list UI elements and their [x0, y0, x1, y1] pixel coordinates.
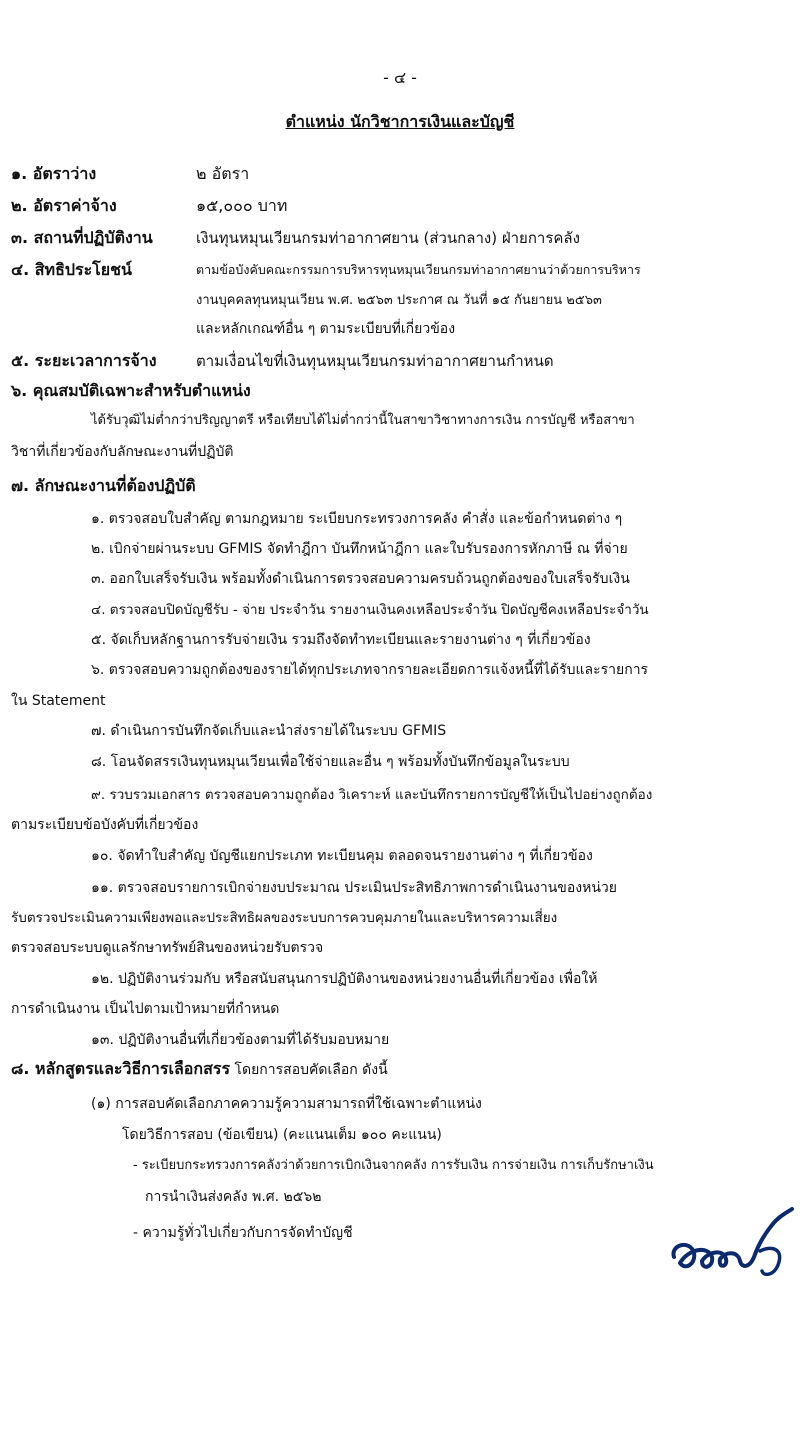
section-5-label: ๕. ระยะเวลาการจ้าง: [11, 351, 157, 370]
duty-6-cont: ใน Statement: [11, 693, 106, 709]
signature-image: [668, 1205, 800, 1285]
exam-topic-1-cont: การนำเงินส่งคลัง พ.ศ. ๒๕๖๒: [145, 1189, 322, 1205]
exam-topic-2: - ความรู้ทั่วไปเกี่ยวกับการจัดทำบัญชี: [133, 1225, 353, 1241]
section-4-line-1: ตามข้อบังคับคณะกรรมการบริหารทุนหมุนเวียนกรมท่าอากาศยานว่าด้วยการบริหาร: [196, 262, 641, 277]
section-6-line-1: ได้รับวุฒิไม่ต่ำกว่าปริญญาตรี หรือเทียบได้ไม่ต่ำกว่านี้ในสาขาวิชาทางการเงิน การบัญชี หรือสาขา: [91, 413, 635, 428]
duty-9-cont: ตามระเบียบข้อบังคับที่เกี่ยวข้อง: [11, 817, 199, 833]
duty-6: ๖. ตรวจสอบความถูกต้องของรายได้ทุกประเภทจากรายละเอียดการแจ้งหนี้ที่ได้รับและรายการ: [91, 662, 649, 678]
section-1-label: ๑. อัตราว่าง: [11, 164, 97, 183]
section-3-label: ๓. สถานที่ปฏิบัติงาน: [11, 228, 153, 247]
duty-1: ๑. ตรวจสอบใบสำคัญ ตามกฎหมาย ระเบียบกระทรวงการคลัง คำสั่ง และข้อกำหนดต่าง ๆ: [91, 511, 623, 527]
page-number: - ๔ -: [383, 68, 417, 87]
duty-12: ๑๒. ปฏิบัติงานร่วมกับ หรือสนับสนุนการปฏิบัติงานของหน่วยงานอื่นที่เกี่ยวข้อง เพื่อให้: [91, 971, 598, 987]
section-5-value: ตามเงื่อนไขที่เงินทุนหมุนเวียนกรมท่าอากาศยานกำหนด: [196, 352, 554, 370]
section-4-line-2: งานบุคคลทุนหมุนเวียน พ.ศ. ๒๕๖๓ ประกาศ ณ วันที่ ๑๕ กันยายน ๒๕๖๓: [196, 293, 602, 308]
section-8-heading: [11, 1058, 388, 1081]
duty-7: ๗. ดำเนินการบันทึกจัดเก็บและนำส่งรายได้ในระบบ GFMIS: [91, 723, 447, 739]
duty-4: ๔. ตรวจสอบปิดบัญชีรับ - จ่าย ประจำวัน รายงานเงินคงเหลือประจำวัน ปิดบัญชีคงเหลือประจำวัน: [91, 602, 649, 618]
duty-11: ๑๑. ตรวจสอบรายการเบิกจ่ายงบประมาณ ประเมินประสิทธิภาพการดำเนินงานของหน่วย: [91, 880, 617, 896]
selection-item-1: (๑) การสอบคัดเลือกภาคความรู้ความสามารถที่ใช้เฉพาะตำแหน่ง: [91, 1096, 482, 1112]
duty-2: ๒. เบิกจ่ายผ่านระบบ GFMIS จัดทำฎีกา บันทึกหน้าฎีกา และใบรับรองการหักภาษี ณ ที่จ่าย: [91, 541, 628, 557]
section-4-label: ๔. สิทธิประโยชน์: [11, 260, 132, 279]
section-4-line-3: และหลักเกณฑ์อื่น ๆ ตามระเบียบที่เกี่ยวข้อง: [196, 321, 456, 337]
page-title: ตำแหน่ง นักวิชาการเงินและบัญชี: [285, 112, 515, 131]
duty-13: ๑๓. ปฏิบัติงานอื่นที่เกี่ยวข้องตามที่ได้รับมอบหมาย: [91, 1032, 390, 1048]
duty-11-cont-1: รับตรวจประเมินความเพียงพอและประสิทธิผลของระบบการควบคุมภายในและบริหารความเสี่ยง: [11, 910, 558, 926]
section-2-value: ๑๕,๐๐๐ บาท: [196, 196, 288, 215]
section-3-value: เงินทุนหมุนเวียนกรมท่าอากาศยาน (ส่วนกลาง) ฝ่ายการคลัง: [196, 229, 580, 247]
section-2-label: ๒. อัตราค่าจ้าง: [11, 196, 117, 215]
duty-12-cont: การดำเนินงาน เป็นไปตามเป้าหมายที่กำหนด: [11, 1001, 280, 1017]
section-8-label: ๘. หลักสูตรและวิธีการเลือกสรร: [11, 1059, 231, 1078]
selection-method: โดยวิธีการสอบ (ข้อเขียน) (คะแนนเต็ม ๑๐๐ คะแนน): [122, 1127, 442, 1143]
section-8-label-rest: โดยการสอบคัดเลือก ดังนี้: [230, 1062, 388, 1078]
duty-5: ๕. จัดเก็บหลักฐานการรับจ่ายเงิน รวมถึงจัดทำทะเบียนและรายงานต่าง ๆ ที่เกี่ยวข้อง: [91, 632, 591, 648]
section-6-label: ๖. คุณสมบัติเฉพาะสำหรับตำแหน่ง: [11, 381, 251, 400]
section-6-line-2: วิชาที่เกี่ยวข้องกับลักษณะงานที่ปฏิบัติ: [11, 444, 234, 460]
duty-10: ๑๐. จัดทำใบสำคัญ บัญชีแยกประเภท ทะเบียนคุม ตลอดจนรายงานต่าง ๆ ที่เกี่ยวข้อง: [91, 848, 593, 864]
duty-11-cont-2: ตรวจสอบระบบดูแลรักษาทรัพย์สินของหน่วยรับตรวจ: [11, 940, 324, 956]
duty-9: ๙. รวบรวมเอกสาร ตรวจสอบความถูกต้อง วิเคราะห์ และบันทึกรายการบัญชีให้เป็นไปอย่างถูกต้อง: [91, 787, 653, 803]
duty-8: ๘. โอนจัดสรรเงินทุนหมุนเวียนเพื่อใช้จ่ายและอื่น ๆ พร้อมทั้งบันทึกข้อมูลในระบบ: [91, 754, 570, 770]
section-1-value: ๒ อัตรา: [196, 164, 250, 183]
section-7-label: ๗. ลักษณะงานที่ต้องปฏิบัติ: [11, 476, 196, 495]
exam-topic-1: - ระเบียบกระทรวงการคลังว่าด้วยการเบิกเงินจากคลัง การรับเงิน การจ่ายเงิน การเก็บรักษาเงิน: [133, 1158, 654, 1173]
duty-3: ๓. ออกใบเสร็จรับเงิน พร้อมทั้งดำเนินการตรวจสอบความครบถ้วนถูกต้องของใบเสร็จรับเงิน: [91, 571, 630, 587]
